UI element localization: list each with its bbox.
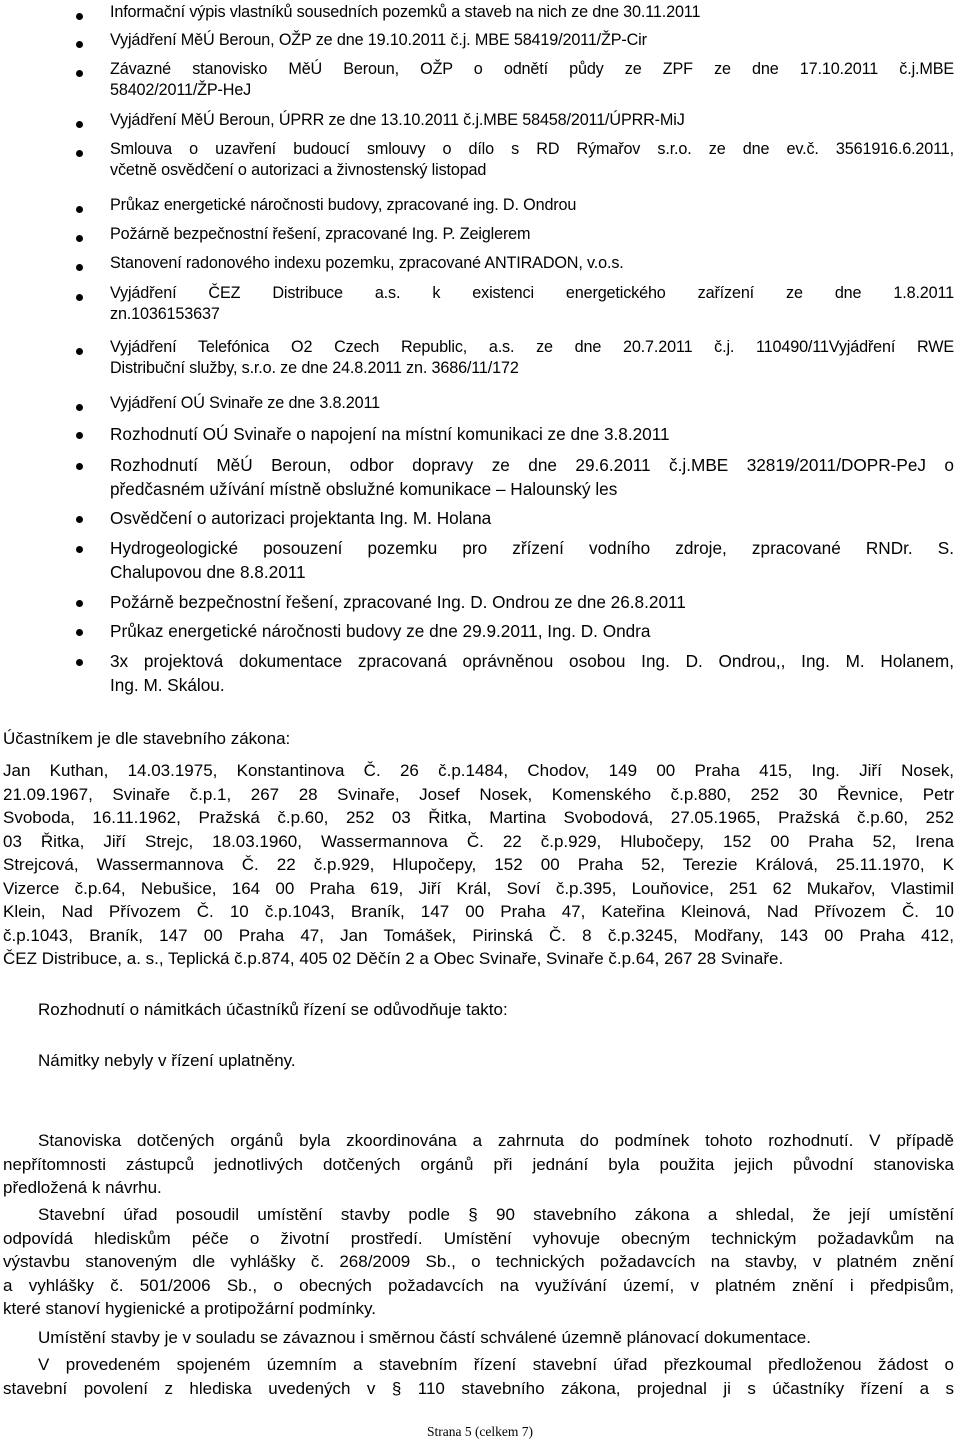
text-line: odpovídá hlediskům péče o životní prostředí. Umístění vyhovuje obecným technickým požadavkům na <box>3 1228 954 1248</box>
list-item: Průkaz energetické náročnosti budovy, zpracované ing. D. Ondrou <box>110 196 577 214</box>
text-line: Vizerce č.p.64, Nebušice, 164 00 Praha 619, Jiří Král, Soví č.p.395, Louňovice, 251 62 Mukařov, Vlastimil <box>3 878 954 898</box>
text-line: které stanoví hygienické a protipožární podmínky. <box>3 1299 376 1318</box>
paragraph-assessment <box>3 1203 954 1321</box>
text-line: 21.09.1967, Svinaře č.p.1, 267 28 Svinaře, Josef Nosek, Komenského č.p.880, 252 30 Řevnice, Petr <box>3 784 954 804</box>
list-item: Vyjádření Telefónica O2 Czech Republic, a.s. ze dne 20.7.2011 č.j. 110490/11Vyjádření RWE Distribuční služby, s.r.o. ze dne 24.8.2011 zn. 3686/11/172 <box>110 338 954 377</box>
text-line: Stavební úřad posoudil umístění stavby podle § 90 stavebního zákona a shledal, že její umístění <box>38 1205 954 1224</box>
text-line: ČEZ Distribuce, a. s., Teplická č.p.874, 405 02 Děčín 2 a Obec Svinaře, Svinaře č.p.64, 267 28 Svinaře. <box>3 949 784 968</box>
list-item: Požárně bezpečnostní řešení, zpracované Ing. P. Zeiglerem <box>110 225 531 243</box>
list-item: Informační výpis vlastníků sousedních pozemků a staveb na nich ze dne 30.11.2011 <box>110 3 701 21</box>
text-line: výstavbu stanoveným dle vyhlášky č. 268/2009 Sb., o technických požadavcích na stavby, v platném znění <box>3 1252 954 1271</box>
list-item: Osvědčení o autorizaci projektanta Ing. M. Holana <box>110 508 492 528</box>
list-item: Vyjádření MěÚ Beroun, ÚPRR ze dne 13.10.2011 č.j.MBE 58458/2011/ÚPRR-MiJ <box>110 111 685 129</box>
objections-heading: Rozhodnutí o námitkách účastníků řízení se odůvodňuje takto: <box>38 1000 508 1019</box>
list-item: 3x projektová dokumentace zpracovaná oprávněnou osobou Ing. D. Ondrou,, Ing. M. Holanem, Ing. M. Skálou. <box>110 651 954 695</box>
text-line: nepřítomnosti zástupců jednotlivých dotčených orgánů při jednání byla použita jejich původní stanoviska <box>3 1154 954 1174</box>
list-item: Rozhodnutí MěÚ Beroun, odbor dopravy ze dne 29.6.2011 č.j.MBE 32819/2011/DOPR-PeJ o předčasném užívání místně obslužné komunikace – Halounský les <box>110 455 954 499</box>
text-line: Stanoviska dotčených orgánů byla zkoordinována a zahrnuta do podmínek tohoto rozhodnutí. V případě <box>38 1131 954 1150</box>
list-item: Závazné stanovisko MěÚ Beroun, OŽP o odnětí půdy ze ZPF ze dne 17.10.2011 č.j.MBE 58402/2011/ŽP-HeJ <box>110 60 954 99</box>
text-line: č.p.1043, Braník, 147 00 Praha 47, Jan Tomášek, Pirinská Č. 8 č.p.3245, Modřany, 143 00 Praha 412, <box>3 925 954 945</box>
text-line: V provedeném spojeném územním a stavebním řízení stavební úřad přezkoumal předloženou žádost o <box>38 1355 954 1374</box>
list-item: Smlouva o uzavření budoucí smlouvy o dílo s RD Rýmařov s.r.o. ze dne ev.č. 3561916.6.2011, včetně osvědčení o autorizaci a živnostenský listopad <box>110 140 954 179</box>
list-item: Stanovení radonového indexu pozemku, zpracované ANTIRADON, v.o.s. <box>110 254 624 272</box>
objections-text: Námitky nebyly v řízení uplatněny. <box>38 1051 296 1070</box>
list-item: Hydrogeologické posouzení pozemku pro zřízení vodního zdroje, zpracované RNDr. S. Chalupovou dne 8.8.2011 <box>110 538 954 582</box>
list-item: Požárně bezpečnostní řešení, zpracované Ing. D. Ondrou ze dne 26.8.2011 <box>110 592 686 612</box>
text-line: předložená k návrhu. <box>3 1178 162 1197</box>
list-item: Vyjádření OÚ Svinaře ze dne 3.8.2011 <box>110 394 380 412</box>
list-item: Průkaz energetické náročnosti budovy ze dne 29.9.2011, Ing. D. Ondra <box>110 621 651 641</box>
text-line: 03 Řitka, Jiří Strejc, 18.03.1960, Wassermannova Č. 22 č.p.929, Hlubočepy, 152 00 Praha 52, Irena <box>3 831 954 851</box>
list-item: Vyjádření ČEZ Distribuce a.s. k existenci energetického zařízení ze dne 1.8.2011 zn.1036153637 <box>110 284 954 323</box>
text-line: Strejcová, Wassermannova Č. 22 č.p.929, Hlupočepy, 152 00 Praha 52, Terezie Králová, 25.11.1970, K <box>3 855 954 874</box>
paragraph-opinions <box>3 1129 954 1200</box>
participants-heading: Účastníkem je dle stavebního zákona: <box>3 729 291 748</box>
text-line: Klein, Nad Přívozem Č. 10 č.p.1043, Braník, 147 00 Praha 47, Kateřina Kleinová, Nad Přívozem Č. 10 <box>3 902 954 921</box>
text-line: stavební povolení z hlediska uvedených v § 110 stavebního zákona, projednal ji s účastníky řízení a s <box>3 1378 954 1398</box>
text-line: Jan Kuthan, 14.03.1975, Konstantinova Č. 26 č.p.1484, Chodov, 149 00 Praha 415, Ing. Jiří Nosek, <box>3 761 954 780</box>
text-line: a vyhlášky č. 501/2006 Sb., o obecných požadavcích na využívání území, v platném znění i předpisům, <box>3 1275 954 1295</box>
participants-list <box>3 759 954 971</box>
text-line: Svoboda, 16.11.1962, Pražská č.p.60, 252 03 Řitka, Martina Svobodová, 27.05.1965, Pražská č.p.60, 252 <box>3 808 954 827</box>
page-footer: Strana 5 (celkem 7) <box>426 1424 534 1439</box>
paragraph-procedure <box>3 1353 954 1400</box>
paragraph-compliance: Umístění stavby je v souladu se závaznou i směrnou částí schválené územně plánovací dokumentace. <box>38 1328 811 1347</box>
list-item: Rozhodnutí OÚ Svinaře o napojení na místní komunikaci ze dne 3.8.2011 <box>110 424 670 444</box>
list-item: Vyjádření MěÚ Beroun, OŽP ze dne 19.10.2011 č.j. MBE 58419/2011/ŽP-Cir <box>110 31 647 49</box>
